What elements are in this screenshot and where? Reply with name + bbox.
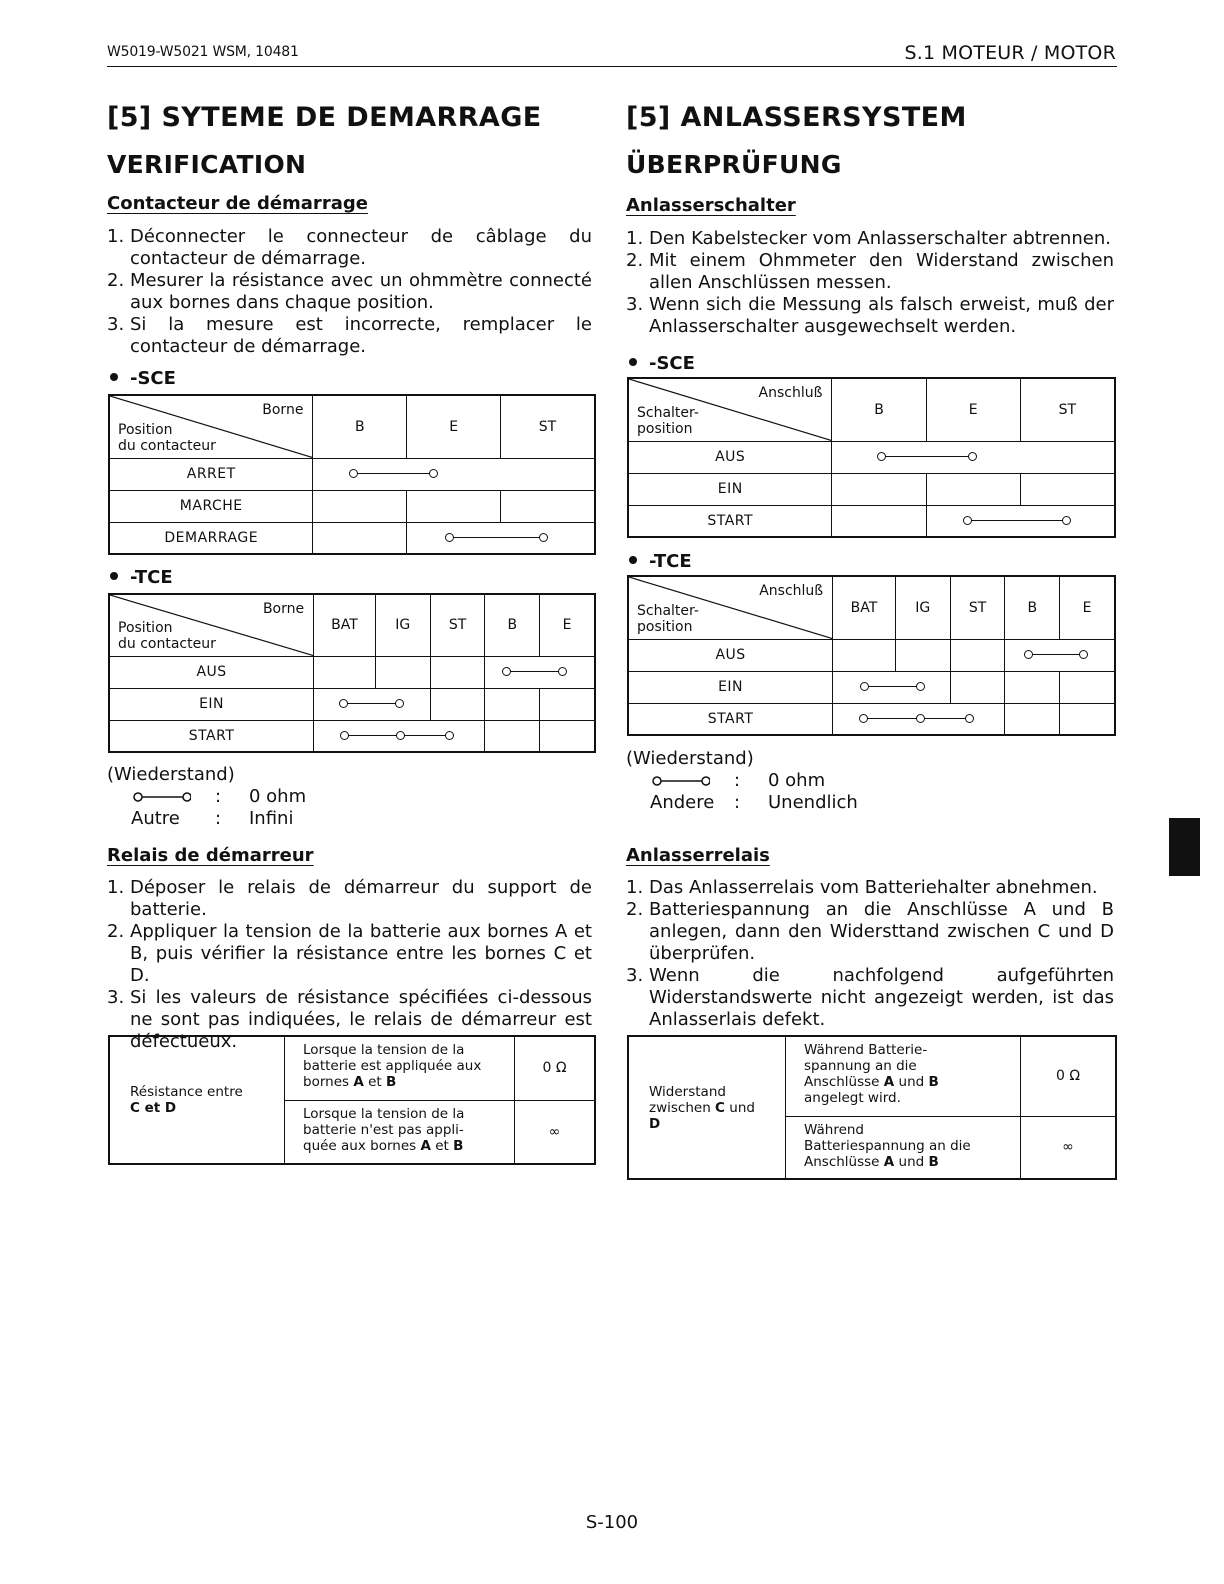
connected-symbol-icon xyxy=(131,788,191,806)
legend-heading: (Wiederstand) xyxy=(626,748,754,769)
fr-relay-steps xyxy=(107,877,592,1053)
continuity-cell xyxy=(833,703,1005,735)
legend-connected-value: 0 ohm xyxy=(249,786,307,807)
terminal-node-icon xyxy=(963,516,972,525)
terminal-node-icon xyxy=(916,714,925,723)
column-header: IG xyxy=(895,576,950,639)
corner-column-label: Anschluß xyxy=(758,385,823,401)
legend-separator: : xyxy=(215,808,222,829)
continuity-wire xyxy=(344,703,399,704)
list-item: 1. Déconnecter le connecteur de câblage du contacteur de démarrage. xyxy=(107,226,592,269)
relay-condition: Lorsque la tension de la batterie est appliquée aux bornes A et B xyxy=(285,1036,515,1100)
continuity-cell xyxy=(314,688,431,720)
fr-switch-steps xyxy=(107,226,592,358)
corner-row-label: Schalter- position xyxy=(637,602,699,635)
terminal-node-icon xyxy=(968,452,977,461)
continuity-cell xyxy=(407,522,595,554)
legend-other-label: Andere xyxy=(650,792,715,813)
continuity-wire xyxy=(354,473,434,474)
continuity-wire xyxy=(1029,654,1083,655)
table-corner xyxy=(109,594,314,656)
row-label: AUS xyxy=(628,441,832,473)
continuity-cell xyxy=(832,441,1115,473)
list-item: 2. Batteriespannung an die Anschlüsse A und B anlegen, dann den Widersttand zwischen C und D überprüfen. xyxy=(626,899,1114,964)
row-label: AUS xyxy=(109,656,314,688)
terminal-node-icon xyxy=(445,731,454,740)
fr-title: [5] SYTEME DE DEMARRAGE xyxy=(107,102,542,133)
column-header: ST xyxy=(430,594,485,656)
relay-condition: Lorsque la tension de la batterie n'est pas appli- quée aux bornes A et B xyxy=(285,1100,515,1164)
terminal-node-icon xyxy=(916,682,925,691)
legend-other-value: Unendlich xyxy=(768,792,858,813)
column-header: E xyxy=(926,378,1020,441)
table-corner xyxy=(628,378,832,441)
column-header: B xyxy=(832,378,926,441)
column-header: ST xyxy=(950,576,1005,639)
continuity-wire xyxy=(882,456,974,457)
relay-condition: Während Batteriespannung an die Anschlüsse A und B xyxy=(786,1116,1021,1179)
column-header: B xyxy=(313,395,407,458)
relay-value: ∞ xyxy=(515,1100,596,1164)
corner-column-label: Borne xyxy=(262,601,305,617)
terminal-node-icon xyxy=(558,667,567,676)
list-item: 1. Das Anlasserrelais vom Batteriehalter abnehmen. xyxy=(626,877,1098,898)
relay-value: ∞ xyxy=(1021,1116,1117,1179)
connected-symbol-icon xyxy=(650,772,710,790)
continuity-wire xyxy=(968,520,1067,521)
terminal-node-icon xyxy=(965,714,974,723)
relay-value: 0 Ω xyxy=(515,1036,596,1100)
continuity-cell xyxy=(833,671,951,703)
terminal-node-icon xyxy=(539,533,548,542)
corner-row-label: Position du contacteur xyxy=(118,421,216,454)
terminal-node-icon xyxy=(859,714,868,723)
continuity-cell xyxy=(313,458,595,490)
continuity-cell xyxy=(485,656,595,688)
fr-relay-heading: Relais de démarreur xyxy=(107,845,314,866)
de-tce-label: -TCE xyxy=(626,551,692,572)
terminal-node-icon xyxy=(340,731,349,740)
section-thumb-tab xyxy=(1169,818,1200,876)
list-item: 1. Déposer le relais de démarreur du support de batterie. xyxy=(107,877,592,920)
legend-separator: : xyxy=(734,792,741,813)
de-switch-heading: Anlasserschalter xyxy=(626,195,796,216)
header-rule xyxy=(107,66,1117,67)
relay-measure-label: Résistance entre C et D xyxy=(109,1036,285,1164)
list-item: 2. Mesurer la résistance avec un ohmmètre connecté aux bornes dans chaque position. xyxy=(107,270,592,313)
legend-heading: (Wiederstand) xyxy=(107,764,235,785)
terminal-node-icon xyxy=(339,699,348,708)
table-corner xyxy=(109,395,313,458)
column-header: E xyxy=(540,594,595,656)
corner-row-label: Schalter- position xyxy=(637,404,699,437)
page-number: S-100 xyxy=(585,1512,639,1533)
bullet-icon xyxy=(629,358,637,366)
fr-subtitle: VERIFICATION xyxy=(107,150,307,179)
list-item: 2. Mit einem Ohmmeter den Widerstand zwischen allen Anschlüssen messen. xyxy=(626,250,1114,293)
list-item: 3. Wenn sich die Messung als falsch erweist, muß der Anlasserschalter ausgewechselt werden. xyxy=(626,294,1114,337)
legend-other-label: Autre xyxy=(131,808,180,829)
row-label: EIN xyxy=(628,473,832,505)
terminal-node-icon xyxy=(1079,650,1088,659)
row-label: AUS xyxy=(628,639,833,671)
bullet-icon xyxy=(110,373,118,381)
column-header: IG xyxy=(375,594,430,656)
continuity-cell xyxy=(1005,639,1115,671)
row-label: START xyxy=(628,703,833,735)
de-sce-label: -SCE xyxy=(626,353,695,374)
continuity-wire xyxy=(507,671,562,672)
legend-connected-value: 0 ohm xyxy=(768,770,826,791)
relay-condition: Während Batterie- spannung an die Anschlüsse A und B angelegt wird. xyxy=(786,1036,1021,1116)
de-sce-table xyxy=(627,377,1116,538)
row-label: START xyxy=(109,720,314,752)
terminal-node-icon xyxy=(429,469,438,478)
column-header: ST xyxy=(501,395,595,458)
relay-value: 0 Ω xyxy=(1021,1036,1117,1116)
column-header: E xyxy=(1060,576,1115,639)
terminal-node-icon xyxy=(877,452,886,461)
de-subtitle: ÜBERPRÜFUNG xyxy=(626,150,842,179)
bullet-icon xyxy=(629,556,637,564)
relay-measure-label: Widerstand zwischen C und D xyxy=(628,1036,786,1179)
document-code: W5019-W5021 WSM, 10481 xyxy=(107,44,299,60)
fr-tce-label: -TCE xyxy=(107,567,173,588)
terminal-node-icon xyxy=(502,667,511,676)
corner-column-label: Borne xyxy=(262,402,304,418)
de-legend xyxy=(626,748,946,814)
section-label: S.1 MOTEUR / MOTOR xyxy=(904,42,1116,64)
continuity-wire xyxy=(450,537,543,538)
corner-row-label: Position du contacteur xyxy=(118,619,216,652)
row-label: START xyxy=(628,505,832,537)
de-relay-heading: Anlasserrelais xyxy=(626,845,770,866)
row-label: ARRET xyxy=(109,458,313,490)
column-header: E xyxy=(407,395,501,458)
continuity-wire xyxy=(865,686,921,687)
column-header: B xyxy=(1005,576,1060,639)
de-relay-table xyxy=(627,1035,1117,1180)
corner-column-label: Anschluß xyxy=(759,583,824,599)
continuity-cell xyxy=(314,720,485,752)
de-relay-steps xyxy=(626,877,1114,1031)
column-header: BAT xyxy=(314,594,376,656)
terminal-node-icon xyxy=(395,699,404,708)
column-header: ST xyxy=(1020,378,1115,441)
terminal-node-icon xyxy=(1062,516,1071,525)
fr-legend xyxy=(107,764,407,830)
legend-other-value: Infini xyxy=(249,808,294,829)
fr-tce-table xyxy=(108,593,596,753)
column-header: BAT xyxy=(833,576,896,639)
table-corner xyxy=(628,576,833,639)
terminal-node-icon xyxy=(445,533,454,542)
fr-sce-table xyxy=(108,394,596,555)
fr-relay-table xyxy=(108,1035,596,1165)
terminal-node-icon xyxy=(1024,650,1033,659)
fr-sce-label: -SCE xyxy=(107,368,176,389)
continuity-cell xyxy=(926,505,1115,537)
legend-separator: : xyxy=(734,770,741,791)
de-switch-steps xyxy=(626,228,1114,338)
row-label: EIN xyxy=(109,688,314,720)
de-tce-table xyxy=(627,575,1116,736)
fr-switch-heading: Contacteur de démarrage xyxy=(107,193,368,214)
row-label: DEMARRAGE xyxy=(109,522,313,554)
list-item: 2. Appliquer la tension de la batterie aux bornes A et B, puis vérifier la résistance entre les bornes C et D. xyxy=(107,921,592,986)
de-title: [5] ANLASSERSYSTEM xyxy=(626,102,967,133)
bullet-icon xyxy=(110,572,118,580)
list-item: 1. Den Kabelstecker vom Anlasserschalter abtrennen. xyxy=(626,228,1111,249)
terminal-node-icon xyxy=(860,682,869,691)
row-label: EIN xyxy=(628,671,833,703)
legend-separator: : xyxy=(215,786,222,807)
column-header: B xyxy=(485,594,540,656)
list-item: 3. Si la mesure est incorrecte, remplacer le contacteur de démarrage. xyxy=(107,314,592,357)
terminal-node-icon xyxy=(396,731,405,740)
list-item: 3. Si les valeurs de résistance spécifiées ci-dessous ne sont pas indiquées, le relais de démarreur est défectueux. xyxy=(107,987,592,1052)
row-label: MARCHE xyxy=(109,490,313,522)
list-item: 3. Wenn die nachfolgend aufgeführten Widerstandswerte nicht angezeigt werden, ist das Anlasserlais defekt. xyxy=(626,965,1114,1030)
terminal-node-icon xyxy=(349,469,358,478)
